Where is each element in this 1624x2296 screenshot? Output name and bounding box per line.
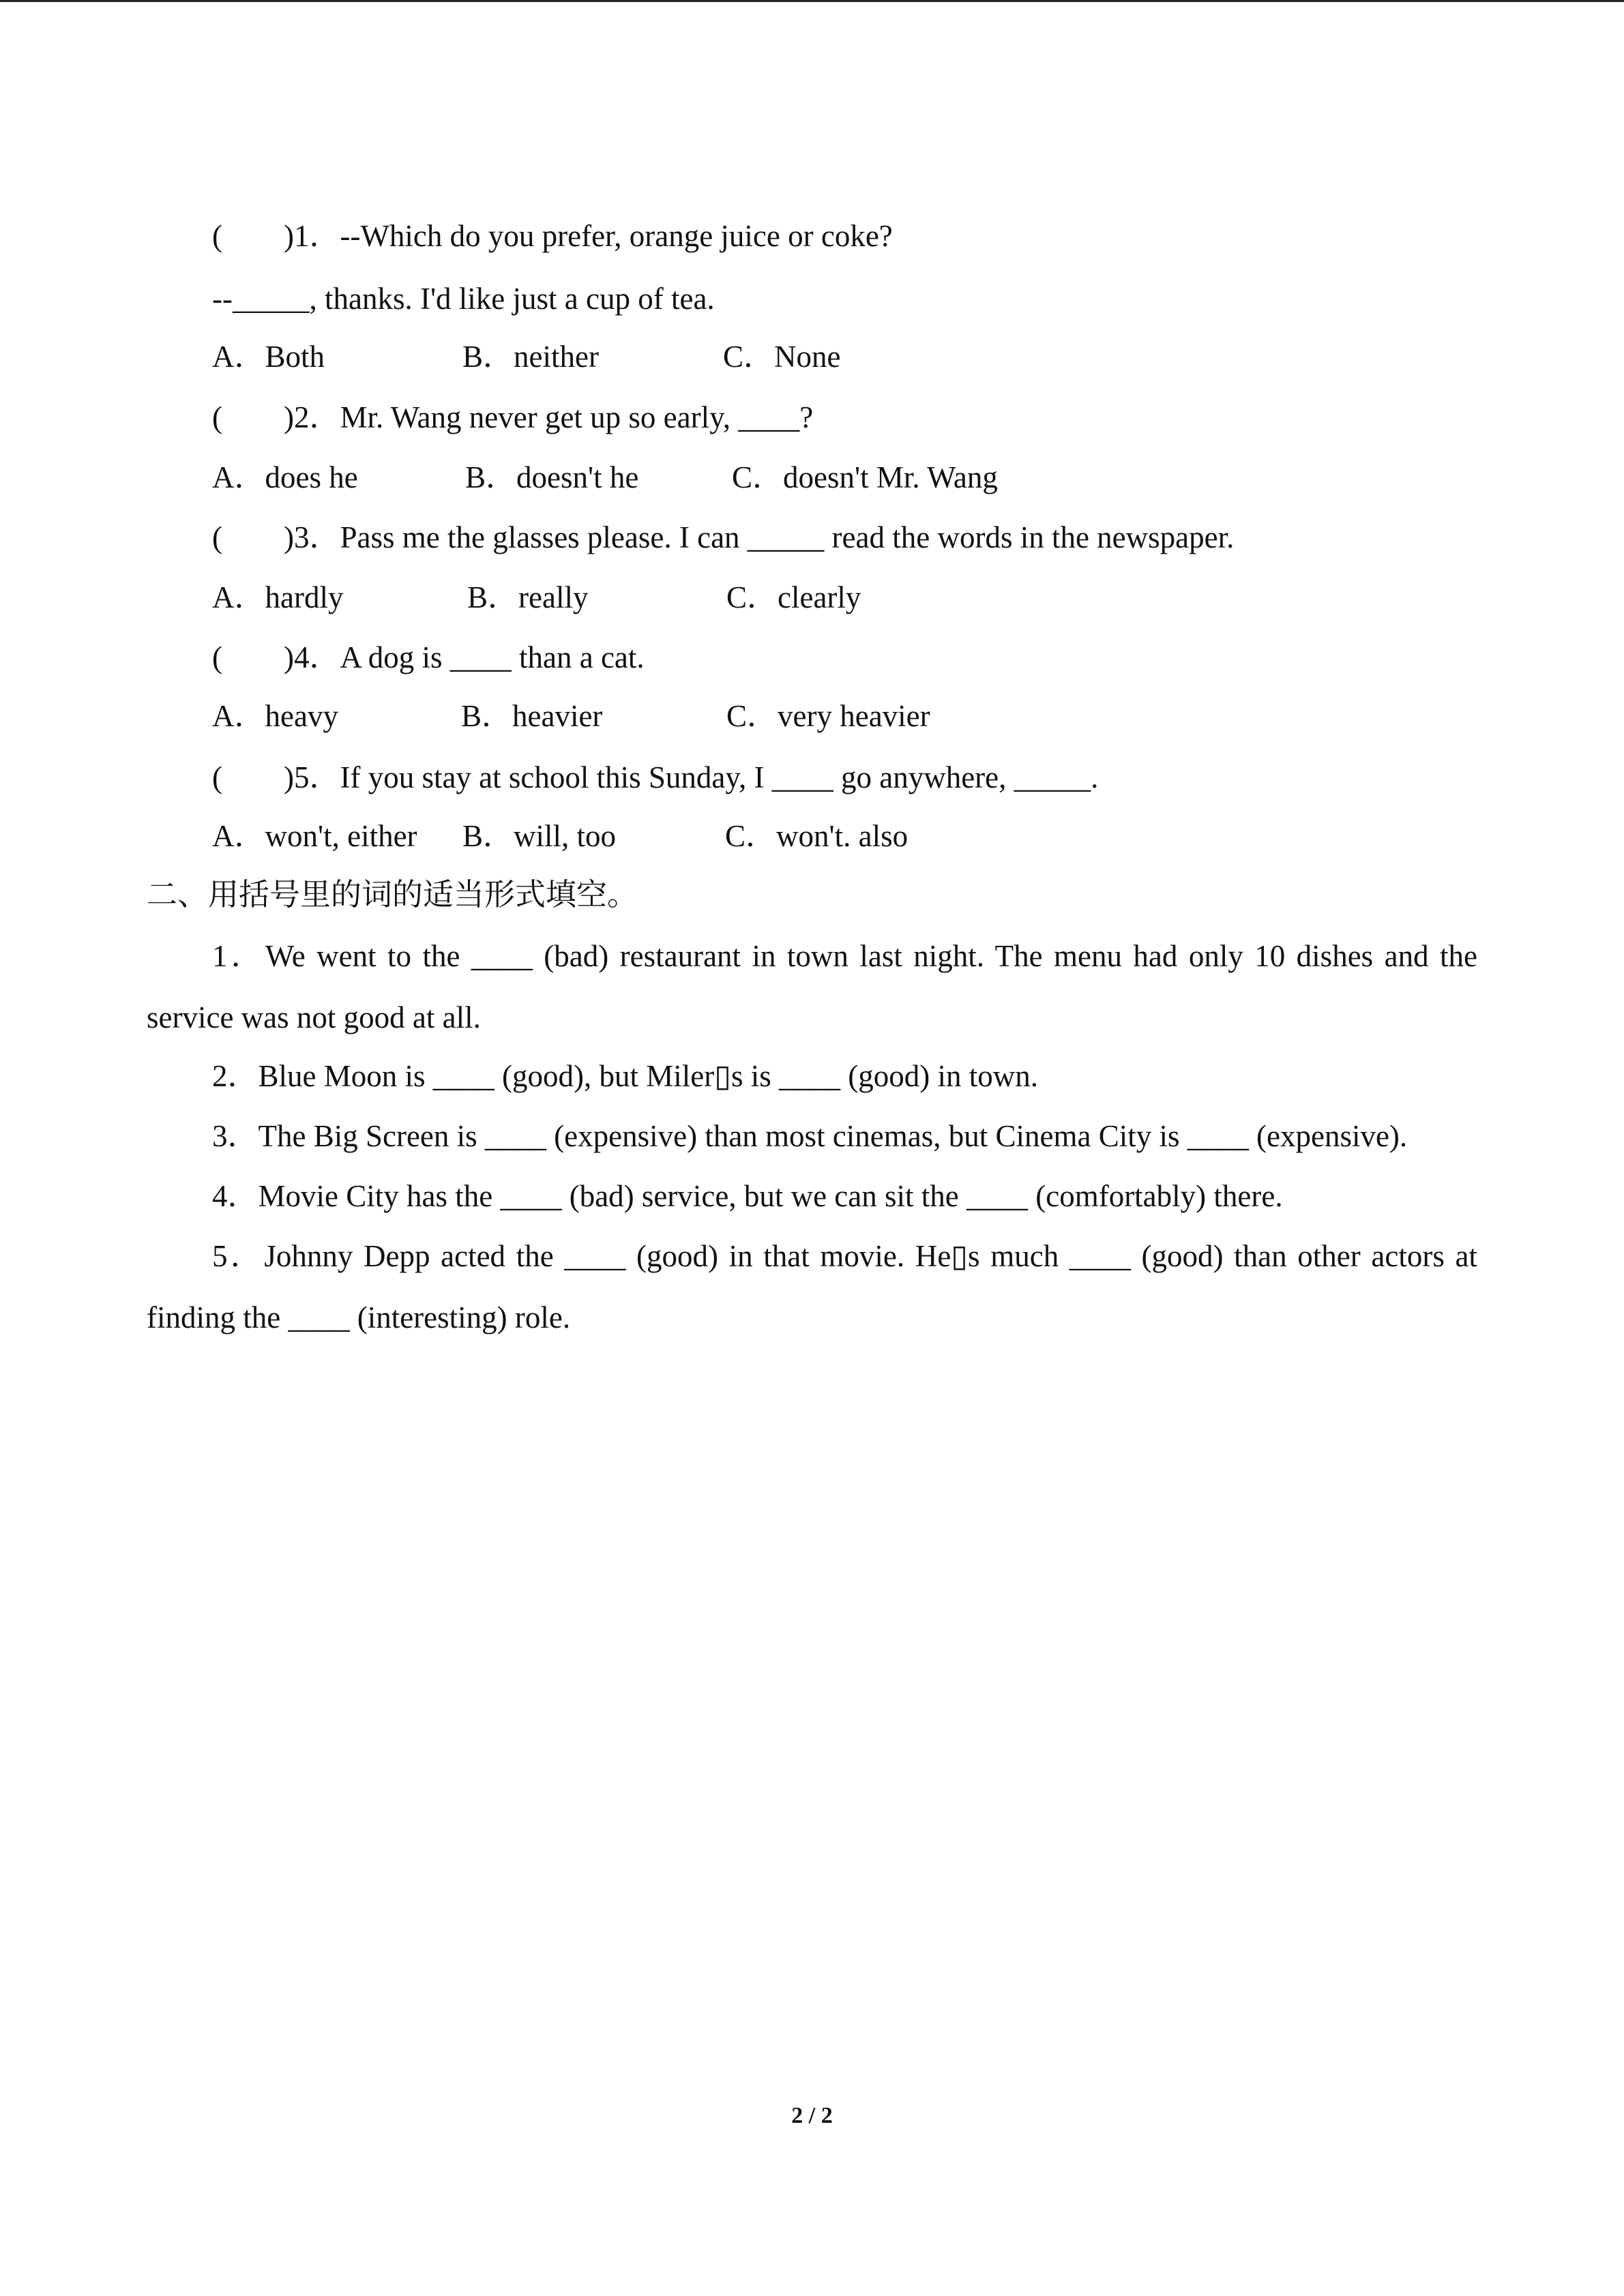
question-2-option-a: A．does he xyxy=(212,460,358,494)
question-1-stem: ( )1．--Which do you prefer, orange juice or coke? xyxy=(212,219,893,253)
question-1-reply: --_____, thanks. I'd like just a cup of tea. xyxy=(212,282,715,316)
fill-item-1: 1．We went to the ____ (bad) restaurant in town last night. The menu had only 10 dishes and the service was not good at all. xyxy=(147,939,1477,1034)
page-number: 2 / 2 xyxy=(791,2103,833,2128)
question-2-option-c: C．doesn't Mr. Wang xyxy=(732,460,998,494)
question-4-option-b: B．heavier xyxy=(461,699,603,733)
question-4-stem: ( )4．A dog is ____ than a cat. xyxy=(212,640,645,674)
section-heading: 二、用括号里的词的适当形式填空。 xyxy=(147,878,638,912)
question-3-option-a: A．hardly xyxy=(212,580,344,614)
fill-item-2: 2．Blue Moon is ____ (good), but Miler▯s is ____ (good) in town. xyxy=(212,1059,1038,1093)
question-1-option-a: A．Both xyxy=(212,340,325,374)
question-2-stem: ( )2．Mr. Wang never get up so early, ____? xyxy=(212,400,814,434)
question-5-option-a: A．won't, either xyxy=(212,819,417,853)
question-3-option-b: B．really xyxy=(467,580,589,614)
fill-item-3: 3．The Big Screen is ____ (expensive) than most cinemas, but Cinema City is ____ (expensive). xyxy=(212,1119,1408,1153)
question-2-option-b: B．doesn't he xyxy=(465,460,639,494)
fill-item-4: 4．Movie City has the ____ (bad) service, but we can sit the ____ (comfortably) there. xyxy=(212,1179,1283,1213)
question-5-option-b: B．will, too xyxy=(462,819,617,853)
question-4-option-c: C．very heavier xyxy=(726,699,930,733)
page-top-border xyxy=(0,0,1624,2)
question-5-stem: ( )5．If you stay at school this Sunday, I ____ go anywhere, _____. xyxy=(212,760,1099,794)
question-1-option-b: B．neither xyxy=(462,340,599,374)
question-3-stem: ( )3．Pass me the glasses please. I can _____ read the words in the newspaper. xyxy=(212,520,1235,554)
question-5-option-c: C．won't. also xyxy=(725,819,909,853)
question-1-option-c: C．None xyxy=(723,340,841,374)
question-4-option-a: A．heavy xyxy=(212,699,338,733)
question-3-option-c: C．clearly xyxy=(726,580,861,614)
fill-item-5: 5．Johnny Depp acted the ____ (good) in that movie. He▯s much ____ (good) than other actors at finding the ____ (interesting) role. xyxy=(147,1239,1477,1335)
